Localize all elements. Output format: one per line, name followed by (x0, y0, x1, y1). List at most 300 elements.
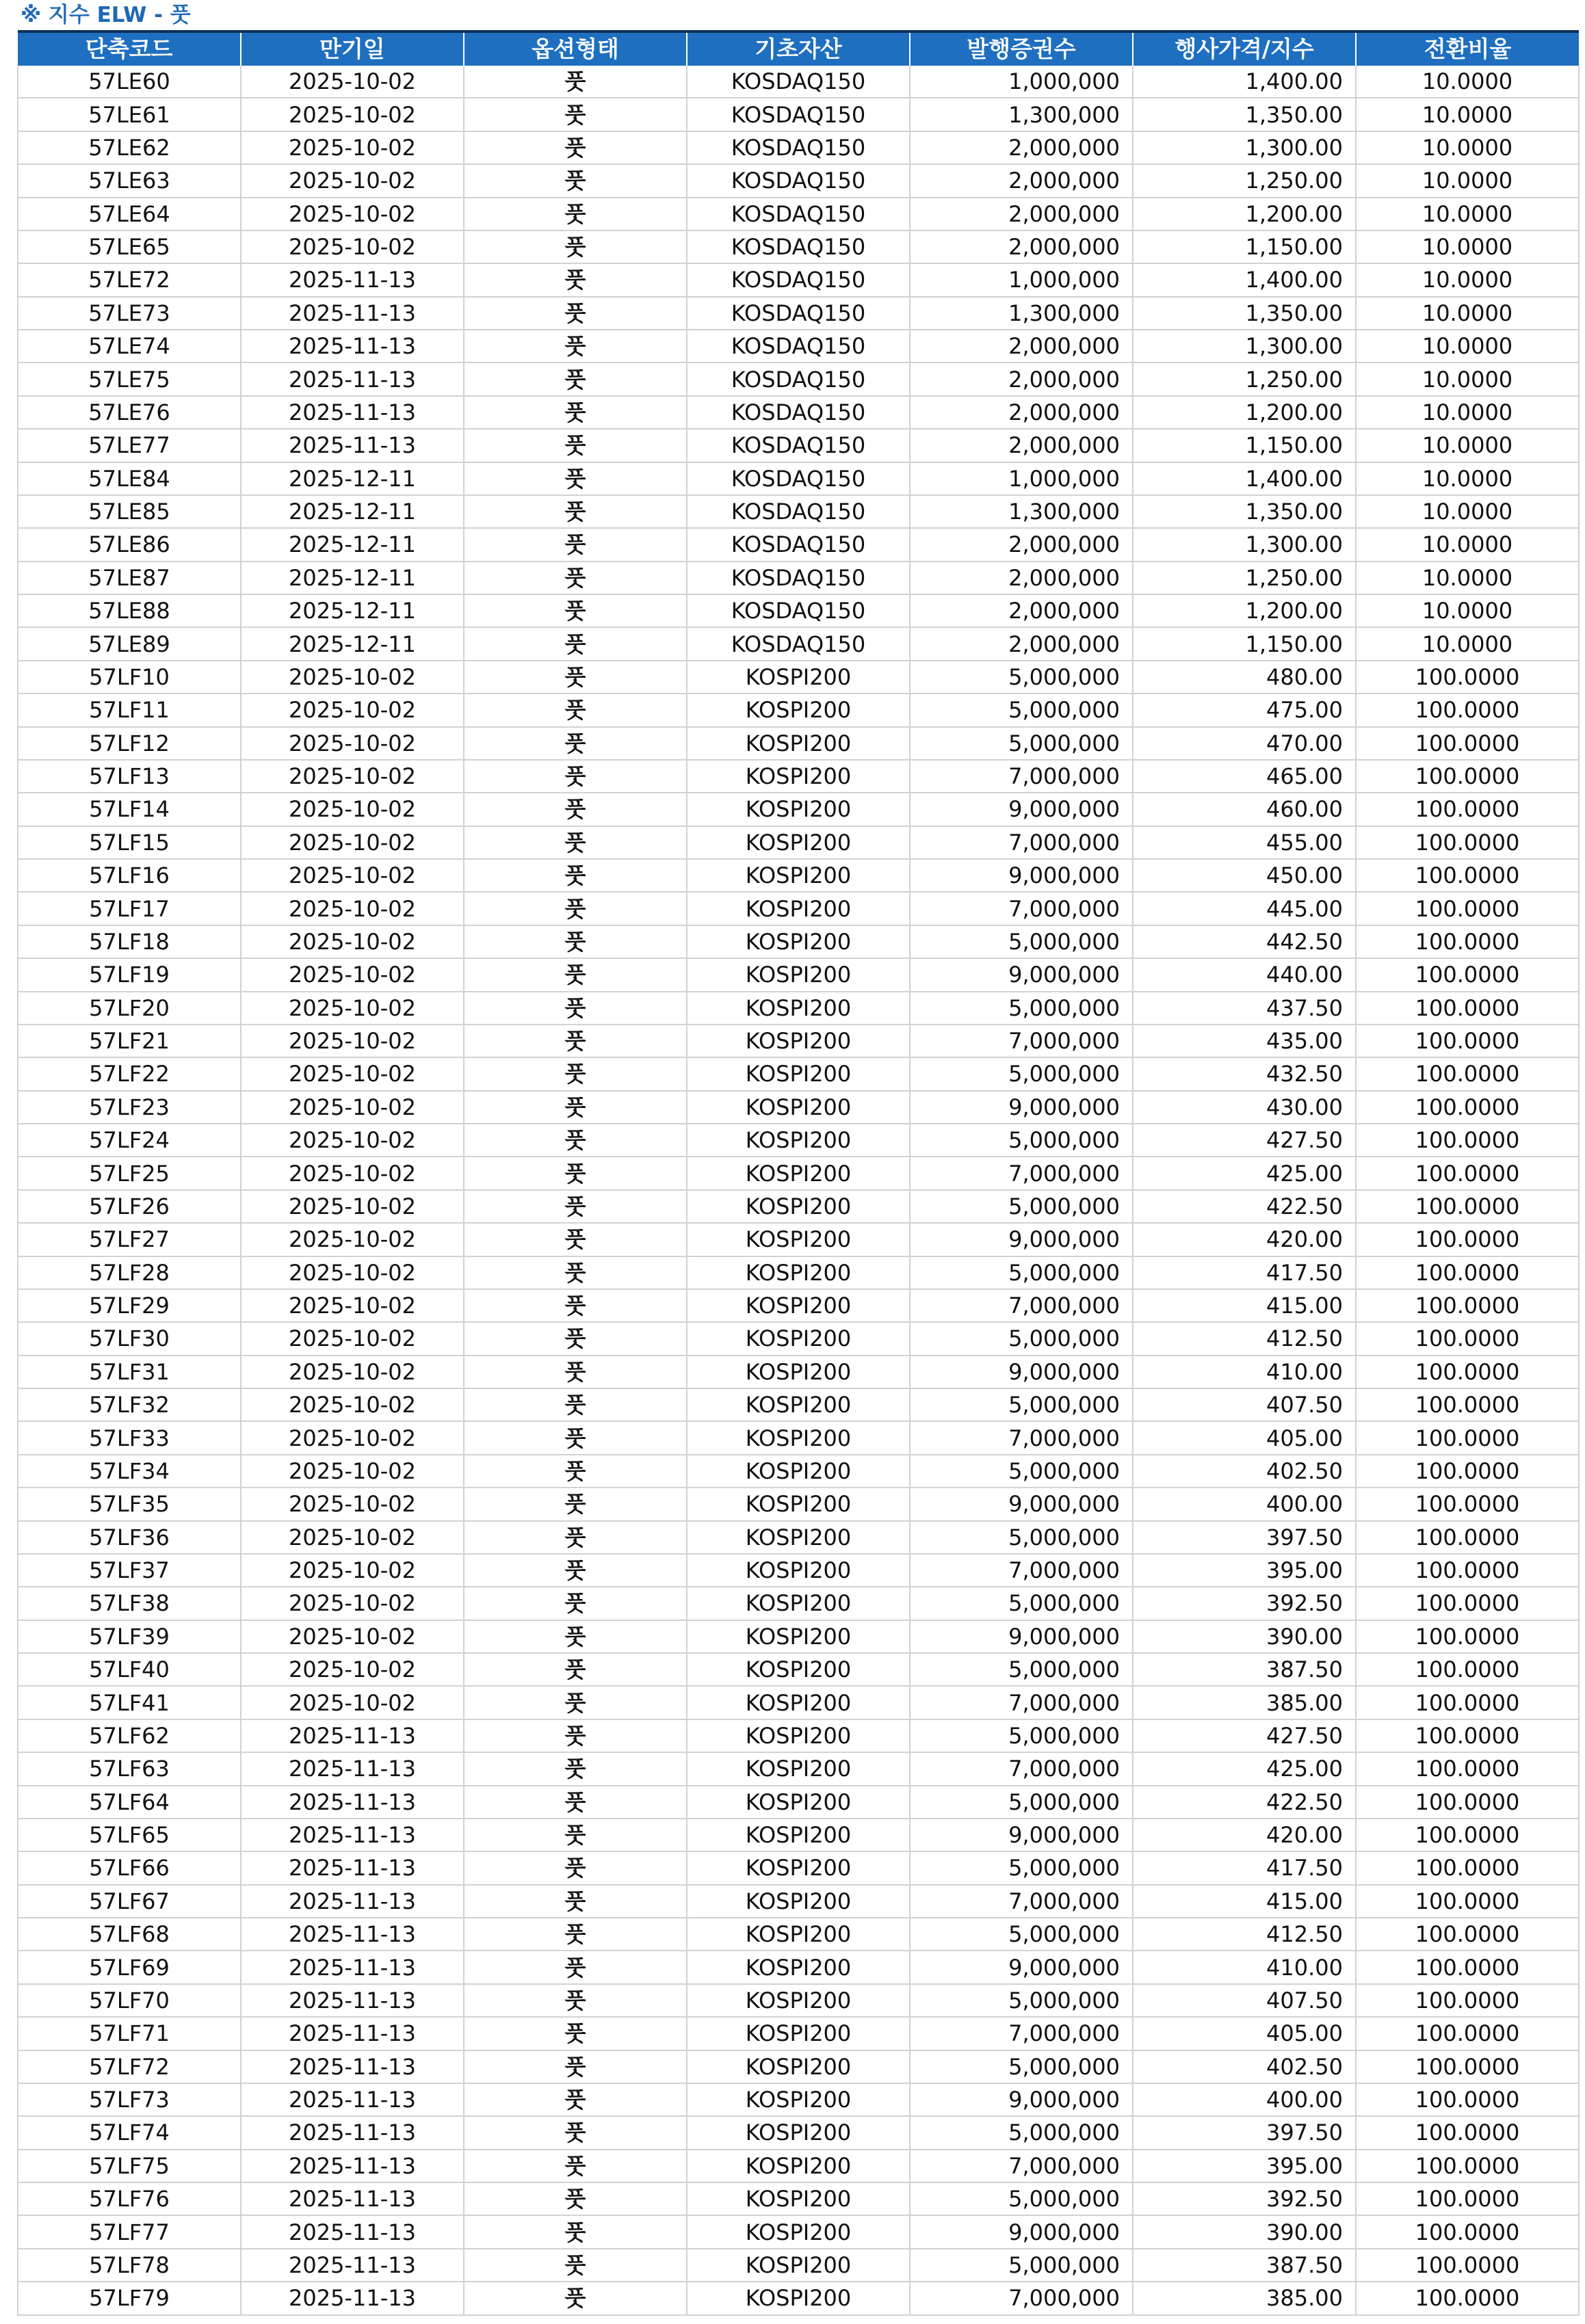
cell-short-code: 57LF24 (18, 1124, 241, 1157)
elw-table (17, 30, 1580, 2316)
cell-issued-quantity: 5,000,000 (910, 1984, 1133, 2017)
table-row (18, 1223, 1579, 1256)
cell-underlying-asset: KOSPI200 (687, 760, 910, 793)
cell-underlying-asset: KOSPI200 (687, 1786, 910, 1819)
cell-short-code: 57LF36 (18, 1521, 241, 1554)
cell-issued-quantity: 9,000,000 (910, 793, 1133, 826)
cell-conversion-ratio: 100.0000 (1356, 1091, 1579, 1124)
cell-issued-quantity: 5,000,000 (910, 2050, 1133, 2083)
cell-conversion-ratio: 10.0000 (1356, 330, 1579, 362)
cell-underlying-asset: KOSDAQ150 (687, 495, 910, 528)
cell-strike-price: 1,150.00 (1133, 230, 1356, 263)
cell-issued-quantity: 7,000,000 (910, 1752, 1133, 1785)
cell-option-type: 풋 (464, 429, 687, 462)
cell-conversion-ratio: 100.0000 (1356, 1885, 1579, 1918)
cell-conversion-ratio: 100.0000 (1356, 958, 1579, 991)
cell-conversion-ratio: 10.0000 (1356, 297, 1579, 330)
cell-option-type: 풋 (464, 1190, 687, 1223)
cell-underlying-asset: KOSDAQ150 (687, 131, 910, 164)
cell-issued-quantity: 2,000,000 (910, 230, 1133, 263)
cell-issued-quantity: 7,000,000 (910, 2017, 1133, 2050)
cell-maturity-date: 2025-10-02 (241, 1157, 464, 1189)
table-row (18, 562, 1579, 594)
cell-underlying-asset: KOSPI200 (687, 2150, 910, 2182)
table-header (18, 31, 1579, 66)
table-row (18, 2249, 1579, 2282)
cell-issued-quantity: 9,000,000 (910, 859, 1133, 892)
cell-option-type: 풋 (464, 1356, 687, 1388)
cell-conversion-ratio: 100.0000 (1356, 1653, 1579, 1686)
table-row (18, 2083, 1579, 2116)
cell-short-code: 57LF27 (18, 1223, 241, 1256)
cell-underlying-asset: KOSDAQ150 (687, 429, 910, 462)
table-row (18, 1488, 1579, 1520)
cell-issued-quantity: 2,000,000 (910, 528, 1133, 561)
cell-maturity-date: 2025-10-02 (241, 958, 464, 991)
cell-issued-quantity: 2,000,000 (910, 396, 1133, 429)
cell-strike-price: 1,400.00 (1133, 263, 1356, 296)
cell-underlying-asset: KOSPI200 (687, 727, 910, 760)
cell-underlying-asset: KOSPI200 (687, 925, 910, 958)
cell-strike-price: 450.00 (1133, 859, 1356, 892)
cell-conversion-ratio: 100.0000 (1356, 1819, 1579, 1851)
table-row (18, 627, 1579, 660)
cell-issued-quantity: 5,000,000 (910, 1322, 1133, 1355)
cell-underlying-asset: KOSPI200 (687, 1223, 910, 1256)
cell-short-code: 57LE86 (18, 528, 241, 561)
cell-short-code: 57LE85 (18, 495, 241, 528)
cell-short-code: 57LF26 (18, 1190, 241, 1223)
cell-maturity-date: 2025-11-13 (241, 1851, 464, 1884)
cell-issued-quantity: 9,000,000 (910, 1620, 1133, 1653)
cell-maturity-date: 2025-11-13 (241, 2150, 464, 2182)
cell-maturity-date: 2025-10-02 (241, 1223, 464, 1256)
table-row (18, 396, 1579, 429)
cell-maturity-date: 2025-11-13 (241, 2215, 464, 2248)
cell-option-type: 풋 (464, 859, 687, 892)
cell-maturity-date: 2025-11-13 (241, 297, 464, 330)
cell-option-type: 풋 (464, 793, 687, 826)
cell-maturity-date: 2025-10-02 (241, 1455, 464, 1488)
table-row (18, 2282, 1579, 2314)
cell-strike-price: 400.00 (1133, 2083, 1356, 2116)
cell-conversion-ratio: 100.0000 (1356, 1918, 1579, 1951)
cell-strike-price: 397.50 (1133, 1521, 1356, 1554)
table-row (18, 230, 1579, 263)
table-row (18, 694, 1579, 726)
cell-short-code: 57LF32 (18, 1388, 241, 1421)
cell-maturity-date: 2025-10-02 (241, 1388, 464, 1421)
table-row (18, 2017, 1579, 2050)
table-row (18, 1455, 1579, 1488)
cell-issued-quantity: 7,000,000 (910, 760, 1133, 793)
cell-underlying-asset: KOSPI200 (687, 1157, 910, 1189)
cell-conversion-ratio: 10.0000 (1356, 98, 1579, 131)
cell-maturity-date: 2025-11-13 (241, 2282, 464, 2314)
cell-short-code: 57LF74 (18, 2116, 241, 2149)
cell-maturity-date: 2025-10-02 (241, 760, 464, 793)
cell-issued-quantity: 7,000,000 (910, 1025, 1133, 1057)
cell-option-type: 풋 (464, 1223, 687, 1256)
table-row (18, 1653, 1579, 1686)
table-row (18, 1686, 1579, 1719)
cell-underlying-asset: KOSPI200 (687, 1620, 910, 1653)
table-row (18, 1388, 1579, 1421)
cell-short-code: 57LF30 (18, 1322, 241, 1355)
cell-underlying-asset: KOSPI200 (687, 1851, 910, 1884)
table-row (18, 1521, 1579, 1554)
cell-underlying-asset: KOSPI200 (687, 2116, 910, 2149)
cell-option-type: 풋 (464, 826, 687, 859)
cell-underlying-asset: KOSPI200 (687, 2050, 910, 2083)
table-row (18, 1289, 1579, 1322)
cell-short-code: 57LF22 (18, 1057, 241, 1090)
cell-conversion-ratio: 100.0000 (1356, 1488, 1579, 1520)
cell-strike-price: 420.00 (1133, 1819, 1356, 1851)
table-row (18, 1885, 1579, 1918)
cell-option-type: 풋 (464, 694, 687, 726)
cell-issued-quantity: 9,000,000 (910, 1356, 1133, 1388)
table-row (18, 2215, 1579, 2248)
cell-strike-price: 1,300.00 (1133, 528, 1356, 561)
cell-issued-quantity: 2,000,000 (910, 164, 1133, 197)
cell-option-type: 풋 (464, 1786, 687, 1819)
cell-option-type: 풋 (464, 1488, 687, 1520)
table-row (18, 1091, 1579, 1124)
cell-option-type: 풋 (464, 1025, 687, 1057)
cell-conversion-ratio: 100.0000 (1356, 1289, 1579, 1322)
table-row (18, 661, 1579, 694)
cell-issued-quantity: 5,000,000 (910, 1256, 1133, 1289)
cell-maturity-date: 2025-11-13 (241, 2017, 464, 2050)
cell-underlying-asset: KOSPI200 (687, 859, 910, 892)
cell-underlying-asset: KOSPI200 (687, 1356, 910, 1388)
cell-maturity-date: 2025-11-13 (241, 1885, 464, 1918)
cell-issued-quantity: 5,000,000 (910, 1190, 1133, 1223)
cell-conversion-ratio: 100.0000 (1356, 1851, 1579, 1884)
cell-conversion-ratio: 100.0000 (1356, 1521, 1579, 1554)
cell-maturity-date: 2025-10-02 (241, 1190, 464, 1223)
cell-conversion-ratio: 100.0000 (1356, 1157, 1579, 1189)
cell-underlying-asset: KOSPI200 (687, 1752, 910, 1785)
cell-maturity-date: 2025-10-02 (241, 1356, 464, 1388)
table-row (18, 1851, 1579, 1884)
cell-strike-price: 405.00 (1133, 1421, 1356, 1454)
cell-short-code: 57LF41 (18, 1686, 241, 1719)
cell-issued-quantity: 1,300,000 (910, 297, 1133, 330)
cell-conversion-ratio: 10.0000 (1356, 396, 1579, 429)
cell-strike-price: 392.50 (1133, 1587, 1356, 1620)
cell-underlying-asset: KOSPI200 (687, 2017, 910, 2050)
cell-underlying-asset: KOSDAQ150 (687, 528, 910, 561)
cell-option-type: 풋 (464, 396, 687, 429)
cell-option-type: 풋 (464, 528, 687, 561)
header-conversion-ratio: 전환비율 (1356, 31, 1579, 66)
table-row (18, 925, 1579, 958)
cell-option-type: 풋 (464, 925, 687, 958)
cell-short-code: 57LE89 (18, 627, 241, 660)
cell-strike-price: 395.00 (1133, 1554, 1356, 1587)
cell-issued-quantity: 2,000,000 (910, 562, 1133, 594)
cell-option-type: 풋 (464, 2083, 687, 2116)
cell-strike-price: 1,150.00 (1133, 429, 1356, 462)
table-row (18, 2150, 1579, 2182)
cell-issued-quantity: 5,000,000 (910, 1057, 1133, 1090)
cell-conversion-ratio: 100.0000 (1356, 1421, 1579, 1454)
table-row (18, 1819, 1579, 1851)
cell-strike-price: 410.00 (1133, 1951, 1356, 1983)
cell-conversion-ratio: 100.0000 (1356, 1984, 1579, 2017)
cell-short-code: 57LF19 (18, 958, 241, 991)
cell-option-type: 풋 (464, 330, 687, 362)
cell-maturity-date: 2025-11-13 (241, 1786, 464, 1819)
cell-strike-price: 1,200.00 (1133, 396, 1356, 429)
cell-underlying-asset: KOSPI200 (687, 2083, 910, 2116)
cell-maturity-date: 2025-11-13 (241, 2249, 464, 2282)
cell-strike-price: 475.00 (1133, 694, 1356, 726)
cell-underlying-asset: KOSPI200 (687, 1719, 910, 1752)
cell-maturity-date: 2025-10-02 (241, 727, 464, 760)
cell-strike-price: 442.50 (1133, 925, 1356, 958)
cell-option-type: 풋 (464, 1719, 687, 1752)
cell-short-code: 57LE65 (18, 230, 241, 263)
cell-strike-price: 422.50 (1133, 1786, 1356, 1819)
table-row (18, 892, 1579, 925)
cell-issued-quantity: 5,000,000 (910, 727, 1133, 760)
cell-maturity-date: 2025-10-02 (241, 198, 464, 230)
cell-strike-price: 1,350.00 (1133, 297, 1356, 330)
cell-strike-price: 415.00 (1133, 1289, 1356, 1322)
cell-conversion-ratio: 100.0000 (1356, 727, 1579, 760)
cell-conversion-ratio: 100.0000 (1356, 1587, 1579, 1620)
cell-strike-price: 395.00 (1133, 2150, 1356, 2182)
cell-conversion-ratio: 100.0000 (1356, 1322, 1579, 1355)
table-row (18, 1951, 1579, 1983)
cell-option-type: 풋 (464, 958, 687, 991)
cell-issued-quantity: 2,000,000 (910, 330, 1133, 362)
cell-short-code: 57LF28 (18, 1256, 241, 1289)
cell-maturity-date: 2025-10-02 (241, 1124, 464, 1157)
cell-underlying-asset: KOSDAQ150 (687, 462, 910, 495)
table-row (18, 594, 1579, 627)
cell-conversion-ratio: 100.0000 (1356, 2116, 1579, 2149)
cell-maturity-date: 2025-11-13 (241, 1819, 464, 1851)
cell-underlying-asset: KOSPI200 (687, 1686, 910, 1719)
cell-underlying-asset: KOSPI200 (687, 1124, 910, 1157)
cell-option-type: 풋 (464, 2150, 687, 2182)
cell-maturity-date: 2025-12-11 (241, 495, 464, 528)
cell-short-code: 57LE62 (18, 131, 241, 164)
table-row (18, 330, 1579, 362)
cell-maturity-date: 2025-11-13 (241, 1984, 464, 2017)
cell-maturity-date: 2025-10-02 (241, 1488, 464, 1520)
cell-maturity-date: 2025-11-13 (241, 429, 464, 462)
cell-option-type: 풋 (464, 1620, 687, 1653)
cell-maturity-date: 2025-10-02 (241, 230, 464, 263)
table-row (18, 528, 1579, 561)
cell-maturity-date: 2025-11-13 (241, 2083, 464, 2116)
cell-maturity-date: 2025-12-11 (241, 528, 464, 561)
cell-issued-quantity: 5,000,000 (910, 2249, 1133, 2282)
table-row (18, 2182, 1579, 2215)
cell-strike-price: 1,250.00 (1133, 164, 1356, 197)
cell-underlying-asset: KOSPI200 (687, 892, 910, 925)
cell-issued-quantity: 7,000,000 (910, 2282, 1133, 2314)
cell-underlying-asset: KOSPI200 (687, 1819, 910, 1851)
cell-option-type: 풋 (464, 1157, 687, 1189)
cell-underlying-asset: KOSPI200 (687, 1653, 910, 1686)
cell-issued-quantity: 2,000,000 (910, 131, 1133, 164)
cell-maturity-date: 2025-10-02 (241, 1421, 464, 1454)
cell-issued-quantity: 5,000,000 (910, 1124, 1133, 1157)
cell-strike-price: 1,350.00 (1133, 98, 1356, 131)
cell-issued-quantity: 9,000,000 (910, 1819, 1133, 1851)
cell-short-code: 57LF68 (18, 1918, 241, 1951)
cell-issued-quantity: 7,000,000 (910, 1885, 1133, 1918)
cell-option-type: 풋 (464, 230, 687, 263)
cell-maturity-date: 2025-10-02 (241, 1057, 464, 1090)
cell-short-code: 57LF34 (18, 1455, 241, 1488)
cell-option-type: 풋 (464, 1819, 687, 1851)
cell-conversion-ratio: 100.0000 (1356, 2282, 1579, 2314)
cell-underlying-asset: KOSDAQ150 (687, 297, 910, 330)
cell-conversion-ratio: 100.0000 (1356, 1256, 1579, 1289)
cell-issued-quantity: 7,000,000 (910, 1686, 1133, 1719)
table-row (18, 98, 1579, 131)
cell-issued-quantity: 7,000,000 (910, 1157, 1133, 1189)
cell-underlying-asset: KOSPI200 (687, 2182, 910, 2215)
table-row (18, 2116, 1579, 2149)
header-maturity-date: 만기일 (241, 31, 464, 66)
table-row (18, 66, 1579, 98)
cell-short-code: 57LE74 (18, 330, 241, 362)
cell-conversion-ratio: 100.0000 (1356, 2215, 1579, 2248)
cell-issued-quantity: 5,000,000 (910, 1918, 1133, 1951)
table-row (18, 1057, 1579, 1090)
cell-conversion-ratio: 100.0000 (1356, 925, 1579, 958)
table-row (18, 1256, 1579, 1289)
cell-underlying-asset: KOSPI200 (687, 1455, 910, 1488)
cell-option-type: 풋 (464, 98, 687, 131)
cell-maturity-date: 2025-10-02 (241, 793, 464, 826)
cell-short-code: 57LF69 (18, 1951, 241, 1983)
cell-option-type: 풋 (464, 892, 687, 925)
cell-short-code: 57LF21 (18, 1025, 241, 1057)
cell-conversion-ratio: 100.0000 (1356, 1620, 1579, 1653)
cell-issued-quantity: 2,000,000 (910, 594, 1133, 627)
cell-maturity-date: 2025-10-02 (241, 1091, 464, 1124)
cell-issued-quantity: 5,000,000 (910, 925, 1133, 958)
cell-conversion-ratio: 100.0000 (1356, 1686, 1579, 1719)
cell-option-type: 풋 (464, 727, 687, 760)
cell-short-code: 57LF65 (18, 1819, 241, 1851)
cell-option-type: 풋 (464, 627, 687, 660)
cell-strike-price: 460.00 (1133, 793, 1356, 826)
cell-issued-quantity: 1,000,000 (910, 263, 1133, 296)
cell-maturity-date: 2025-10-02 (241, 66, 464, 98)
cell-maturity-date: 2025-11-13 (241, 1719, 464, 1752)
cell-option-type: 풋 (464, 2050, 687, 2083)
cell-underlying-asset: KOSDAQ150 (687, 98, 910, 131)
cell-conversion-ratio: 10.0000 (1356, 198, 1579, 230)
cell-maturity-date: 2025-12-11 (241, 627, 464, 660)
cell-strike-price: 1,200.00 (1133, 198, 1356, 230)
cell-underlying-asset: KOSDAQ150 (687, 562, 910, 594)
table-row (18, 1918, 1579, 1951)
header-option-type: 옵션형태 (464, 31, 687, 66)
table-row (18, 1554, 1579, 1587)
header-issued-quantity: 발행증권수 (910, 31, 1133, 66)
cell-conversion-ratio: 10.0000 (1356, 230, 1579, 263)
cell-maturity-date: 2025-10-02 (241, 1521, 464, 1554)
cell-option-type: 풋 (464, 2182, 687, 2215)
cell-conversion-ratio: 100.0000 (1356, 760, 1579, 793)
cell-maturity-date: 2025-12-11 (241, 562, 464, 594)
cell-underlying-asset: KOSDAQ150 (687, 66, 910, 98)
cell-option-type: 풋 (464, 198, 687, 230)
cell-strike-price: 390.00 (1133, 2215, 1356, 2248)
cell-option-type: 풋 (464, 1289, 687, 1322)
cell-short-code: 57LF71 (18, 2017, 241, 2050)
cell-short-code: 57LF29 (18, 1289, 241, 1322)
cell-conversion-ratio: 100.0000 (1356, 694, 1579, 726)
cell-underlying-asset: KOSPI200 (687, 1091, 910, 1124)
cell-short-code: 57LF38 (18, 1587, 241, 1620)
cell-strike-price: 440.00 (1133, 958, 1356, 991)
cell-issued-quantity: 5,000,000 (910, 694, 1133, 726)
table-row (18, 263, 1579, 296)
table-row (18, 462, 1579, 495)
table-row (18, 1786, 1579, 1819)
cell-maturity-date: 2025-10-02 (241, 164, 464, 197)
table-row (18, 958, 1579, 991)
table-row (18, 1356, 1579, 1388)
cell-conversion-ratio: 100.0000 (1356, 1719, 1579, 1752)
cell-issued-quantity: 7,000,000 (910, 1289, 1133, 1322)
cell-option-type: 풋 (464, 992, 687, 1025)
cell-issued-quantity: 2,000,000 (910, 627, 1133, 660)
cell-conversion-ratio: 100.0000 (1356, 2017, 1579, 2050)
cell-short-code: 57LE77 (18, 429, 241, 462)
cell-underlying-asset: KOSDAQ150 (687, 230, 910, 263)
cell-issued-quantity: 9,000,000 (910, 2215, 1133, 2248)
cell-short-code: 57LF77 (18, 2215, 241, 2248)
cell-issued-quantity: 9,000,000 (910, 1223, 1133, 1256)
cell-conversion-ratio: 100.0000 (1356, 1356, 1579, 1388)
cell-short-code: 57LE60 (18, 66, 241, 98)
cell-underlying-asset: KOSDAQ150 (687, 198, 910, 230)
cell-maturity-date: 2025-10-02 (241, 1256, 464, 1289)
cell-option-type: 풋 (464, 1124, 687, 1157)
cell-conversion-ratio: 100.0000 (1356, 2050, 1579, 2083)
cell-issued-quantity: 7,000,000 (910, 892, 1133, 925)
cell-strike-price: 1,300.00 (1133, 330, 1356, 362)
cell-short-code: 57LE61 (18, 98, 241, 131)
cell-option-type: 풋 (464, 1752, 687, 1785)
cell-conversion-ratio: 100.0000 (1356, 1554, 1579, 1587)
cell-option-type: 풋 (464, 1951, 687, 1983)
cell-short-code: 57LE84 (18, 462, 241, 495)
cell-conversion-ratio: 10.0000 (1356, 263, 1579, 296)
cell-issued-quantity: 5,000,000 (910, 1851, 1133, 1884)
cell-option-type: 풋 (464, 1322, 687, 1355)
cell-strike-price: 1,250.00 (1133, 362, 1356, 395)
cell-option-type: 풋 (464, 1686, 687, 1719)
cell-maturity-date: 2025-10-02 (241, 1653, 464, 1686)
header-underlying-asset: 기초자산 (687, 31, 910, 66)
cell-conversion-ratio: 100.0000 (1356, 1455, 1579, 1488)
cell-issued-quantity: 5,000,000 (910, 1719, 1133, 1752)
